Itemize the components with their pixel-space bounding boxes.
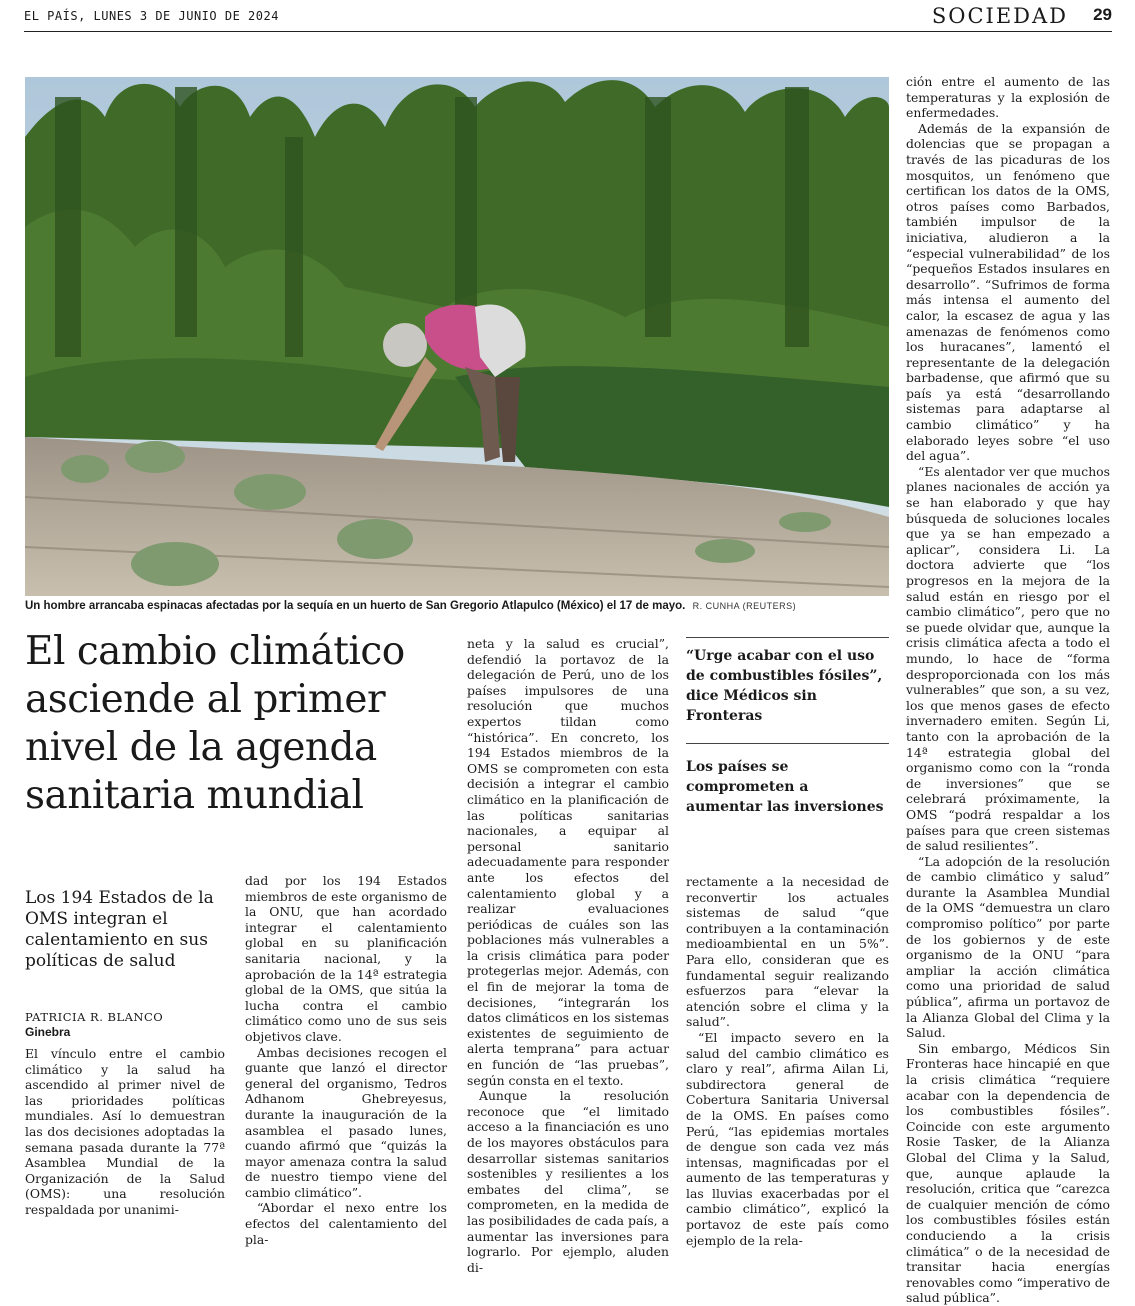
pull-quote: “Urge acabar con el uso de combustibles fósiles”, dice Médicos sin Fronteras: [686, 648, 883, 724]
byline: PATRICIA R. BLANCO: [25, 1010, 164, 1024]
paragraph: neta y la salud es crucial”, defendió la portavoz de la delegación de Perú, uno de los países impulsores de una resolución que muchos expertos tildan como “histórica”. En concreto, los 194 Estados miembros de la OMS se comprometen con esta decisión a integrar el cambio climático en la planificación de las políticas sanitarias nacionales, a equipar al personal sanitario adecuadamente para responder ante los efectos del calentamiento global y a realizar evaluaciones periódicas de cuáles son las poblaciones más vulnerables a la crisis climática para poder protegerlas mejor. Además, con el fin de mejorar la toma de decisiones, “integrarán los datos climáticos en los sistemas existentes de seguimiento de alerta temprana” para actuar en función de “las pruebas”, según consta en el texto.: [467, 636, 669, 1088]
page-number: 29: [1093, 5, 1112, 24]
header-divider: [24, 31, 1112, 32]
page-header: [24, 0, 1112, 32]
subheadline: Los 194 Estados de la OMS integran el calentamiento en sus políticas de salud: [25, 888, 214, 971]
section-name: SOCIEDAD: [931, 4, 1068, 28]
paragraph: Sin embargo, Médicos Sin Fronteras hace hincapié en que la crisis climática “requiere acabar con la dependencia de los combustibles fósiles”. Coincide con este argumento Rosie Tasker, de la Alianza Global del Clima y la Salud, que, aunque aplaude la resolución, critica que “carezca de cualquier mención de cómo los combustibles fósiles están conduciendo a la crisis climática” o de la necesidad de transitar hacia energías renovables como “imperativo de salud pública”.: [906, 1040, 1110, 1306]
headline: El cambio climático asciende al primer nivel de la agenda sanitaria mundial: [25, 629, 405, 818]
paragraph: rectamente a la necesidad de reconvertir los actuales sistemas de salud “que contribuyen a la contaminación medioambiental en un 5%”. Para ello, consideran que es fundamental seguir realizando esfuerzos para “elevar la atención sobre el clima y la salud”.: [686, 874, 889, 1030]
sidebar-deck: Los países se comprometen a aumentar las inversiones: [686, 759, 884, 815]
paragraph: “Abordar el nexo entre los efectos del calentamiento del pla-: [245, 1200, 447, 1247]
sidebar-divider: [686, 637, 889, 638]
sidebar-divider: [686, 743, 889, 744]
paragraph: dad por los 194 Estados miembros de este organismo de la ONU, que han acordado integrar el calentamiento global en su planificación sanitaria nacional, y la aprobación de la 14ª estrategia global de la OMS, que sitúa la lucha contra el cambio climático como uno de sus seis objetivos clave.: [245, 873, 447, 1044]
caption-text: Un hombre arrancaba espinacas afectadas por la sequía en un huerto de San Gregorio Atlapulco (México) el 17 de mayo.: [25, 600, 686, 612]
body-column-2: [245, 873, 447, 1247]
photo-caption: [25, 600, 889, 612]
paragraph: “Es alentador ver que muchos planes nacionales de acción ya se han elaborado y que hay búsqueda de soluciones locales que ya se han empezado a aplicar”, considera Li. La doctora advierte que “los progresos en la mejora de la salud están en riesgo por el cambio climático”, pero que no se puede olvidar que, aunque la crisis climática afecta a todo el mundo, lo hace de “forma desproporcionada con los más vulnerables” que son, a su vez, los que menos gases de efecto invernadero emiten. Según Li, tanto con la aprobación de la 14ª estrategia global del organismo como con la “ronda de inversiones” que se celebrará próximamente, la OMS “podrá respaldar a los países para que creen sistemas de salud resilientes”.: [906, 463, 1110, 854]
paragraph: Ambas decisiones recogen el guante que lanzó el director general del organismo, Tedros Adhanom Ghebreyesus, durante la inauguración de la asamblea el pasado lunes, cuando afirmó que “quizás la mayor amenaza contra la salud de nuestro tiempo viene del cambio climático”.: [245, 1044, 447, 1200]
photo-illustration: [25, 77, 889, 596]
dateline: Ginebra: [25, 1025, 71, 1039]
paragraph: “El impacto severo en la salud del cambio climático es claro y real”, afirma Ailan Li, subdirectora general de Cobertura Sanitaria Universal de la OMS. En países como Perú, “las epidemias mortales de dengue son cada vez más intensas, magnificadas por el aumento de las temperaturas y las lluvias exacerbadas por el cambio climático”, explicó la portavoz de este país como ejemplo de la rela-: [686, 1029, 889, 1248]
paragraph: Aunque la resolución reconoce que “el limitado acceso a la financiación es uno de los mayores obstáculos para desarrollar sistemas sanitarios sostenibles y resilientes a los embates del clima”, se comprometen, en la medida de las posibilidades de cada país, a aumentar las inversiones para lograrlo. Por ejemplo, aluden di-: [467, 1088, 669, 1275]
paragraph: ción entre el aumento de las temperaturas y la explosión de enfermedades.: [906, 74, 1110, 121]
body-column-3: [467, 636, 669, 1275]
body-column-4: [686, 874, 889, 1248]
paragraph: El vínculo entre el cambio climático y la salud ha ascendido al primer nivel de las prioridades políticas mundiales. Así lo demuestran las dos decisiones adoptadas la semana pasada durante la 77ª Asamblea Mundial de la Organización de la Salud (OMS): una resolución respaldada por unanimi-: [25, 1046, 225, 1217]
body-column-1: [25, 1046, 225, 1218]
newspaper-date: EL PAÍS, LUNES 3 DE JUNIO DE 2024: [24, 9, 279, 23]
paragraph: “La adopción de la resolución de cambio climático y salud” durante la Asamblea Mundial de la OMS “demuestra un claro compromiso político” por parte de los gobiernos y de este organismo de la ONU “para ampliar la acción climática como una prioridad de salud pública”, afirma un portavoz de la Alianza Global del Clima y la Salud.: [906, 853, 1110, 1041]
body-column-5: [906, 74, 1110, 1306]
paragraph: Además de la expansión de dolencias que se propagan a través de las picaduras de los mosquitos, un fenómeno que certifican los datos de la OMS, otros países como Barbados, también impulsor de la iniciativa, aludieron a la “especial vulnerabilidad” de los “pequeños Estados insulares en desarrollo”. “Sufrimos de forma más intensa el aumento del calor, la escasez de agua y las amenazas de fenómenos como los huracanes”, lamentó el representante de la delegación barbadense, que afirmó que su país ya está “desarrollando sistemas para adaptarse al cambio climático” y ha elaborado leyes sobre “el uso del agua”.: [906, 120, 1110, 464]
photo-credit: R. CUNHA (REUTERS): [692, 601, 797, 611]
article-photo: [25, 77, 889, 596]
